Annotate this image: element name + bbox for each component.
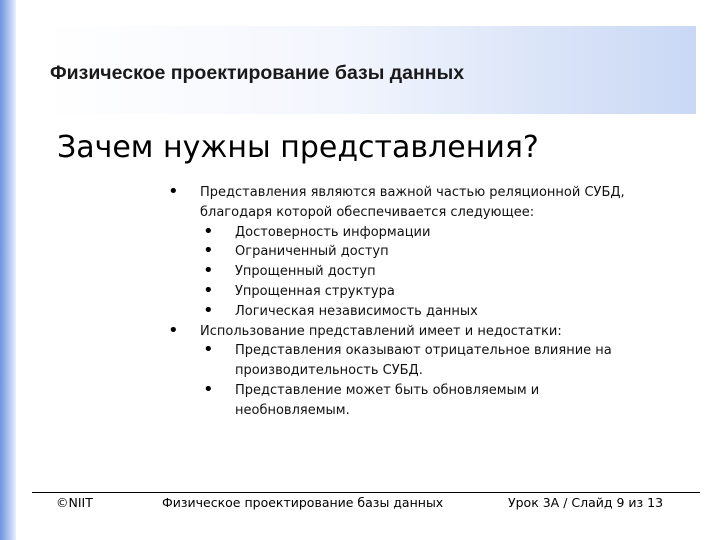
sub-bullet-text: производительность СУБД. bbox=[235, 363, 423, 379]
bullet-marker: • bbox=[168, 181, 179, 202]
sub-bullet-text: Ограниченный доступ bbox=[235, 244, 389, 260]
sub-bullet-text: необновляемым. bbox=[235, 402, 350, 418]
sub-bullet-text: Представление может быть обновляемым и bbox=[235, 383, 540, 398]
sub-bullet-marker: • bbox=[203, 299, 214, 321]
bullet-text: Представления являются важной частью реляционной СУБД, bbox=[200, 185, 625, 200]
bullet-text: Использование представлений имеет и недостатки: bbox=[200, 323, 562, 339]
bullet-marker: • bbox=[168, 319, 179, 341]
footer-copyright: ©NIIT bbox=[56, 495, 93, 510]
footer-divider bbox=[32, 492, 700, 493]
header-title: Физическое проектирование базы данных bbox=[50, 62, 465, 84]
sub-bullet-marker: • bbox=[203, 280, 214, 301]
footer-slide-number: Урок 3А / Слайд 9 из 13 bbox=[508, 495, 664, 510]
sub-bullet-marker: • bbox=[203, 379, 214, 400]
sub-bullet-text: Представления оказывают отрицательное влияние на bbox=[235, 343, 612, 359]
sub-bullet-marker: • bbox=[203, 220, 214, 242]
sub-bullet-text: Упрощенный доступ bbox=[235, 264, 376, 280]
sub-bullet-text: Достоверность информации bbox=[235, 224, 431, 240]
sub-bullet-text: Упрощенная структура bbox=[235, 284, 395, 299]
slide-title: Зачем нужны представления? bbox=[57, 130, 539, 165]
sub-bullet-marker: • bbox=[203, 240, 214, 262]
bullet-text: благодаря которой обеспечивается следующее: bbox=[200, 204, 535, 220]
sub-bullet-marker: • bbox=[203, 260, 214, 282]
sub-bullet-text: Логическая независимость данных bbox=[235, 303, 478, 319]
footer-course-title: Физическое проектирование базы данных bbox=[162, 495, 444, 510]
sub-bullet-marker: • bbox=[203, 339, 214, 361]
